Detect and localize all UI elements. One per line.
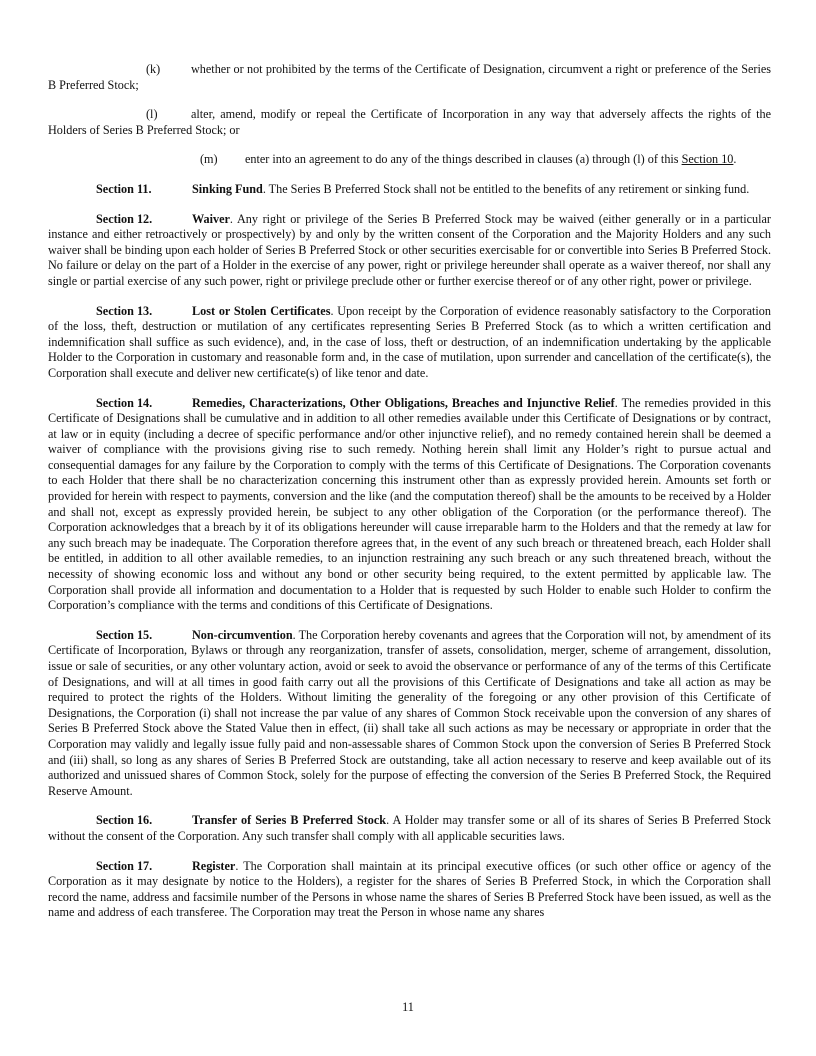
section-title: Non-circumvention [192, 627, 293, 642]
section-title: Register [192, 858, 236, 873]
section-reference-link: Section 10 [681, 152, 734, 167]
section-text: . The Series B Preferred Stock shall not be entitled to the benefits of any retirement or sinking fund. [262, 181, 750, 196]
page-number: 11 [402, 1000, 414, 1014]
clause-l [48, 107, 771, 138]
clause-number: (k) [146, 62, 161, 76]
clause-text-end: . [733, 152, 737, 167]
section-title: Remedies, Characterizations, Other Obligations, Breaches and Injunctive Relief [192, 395, 615, 410]
section-17 [48, 859, 771, 921]
clause-number: (m) [200, 152, 218, 167]
section-14 [48, 396, 771, 614]
clause-m [48, 152, 771, 168]
section-13 [48, 304, 771, 382]
section-number: Section 15. [96, 627, 153, 642]
clause-text: whether or not prohibited by the terms of the Certificate of Designation, circumvent a right or preference of the Series B Preferred Stock; [48, 62, 771, 92]
section-12 [48, 212, 771, 290]
section-15 [48, 628, 771, 800]
section-text: . The Corporation shall maintain at its principal executive offices (or such other office or agency of the Corporation as it may designate by notice to the Holders), a register for the shares of Series B Preferred Stock, in which the Corporation shall record the name, address and facsimile number of the Persons in whose name the shares of Series B Preferred Stock have been issued, as well as the name and address of each transferee. The Corporation may treat the Person in whose name any shares [48, 858, 771, 920]
clause-text: alter, amend, modify or repeal the Certificate of Incorporation in any way that adversely affects the rights of the Holders of Series B Preferred Stock; or [48, 107, 771, 137]
section-text: . Any right or privilege of the Series B Preferred Stock may be waived (either generally or in a particular instance and either retroactively or prospectively) by and only by the written consent of the Corporation and the Majority Holders and any such waiver shall be binding upon each holder of Series B Preferred Stock or other securities exercisable for or convertible into Series B Preferred Stock. No failure or delay on the part of a Holder in the exercise of any power, right or privilege hereunder shall operate as a waiver thereof, nor shall any single or partial exercise of any such power, right or privilege preclude other or further exercise thereof or of any other right, power or privilege. [48, 211, 771, 288]
document-page [48, 62, 771, 935]
section-number: Section 17. [96, 858, 153, 873]
section-title: Lost or Stolen Certificates [192, 303, 331, 318]
section-number: Section 11. [96, 181, 152, 196]
section-number: Section 12. [96, 211, 153, 226]
section-text: . Upon receipt by the Corporation of evidence reasonably satisfactory to the Corporation of the loss, theft, destruction or mutilation of any certificates representing Series B Preferred Stock (as to which a written certification and indemnification shall suffice as such evidence), and, in the case of loss, theft or destruction, of an indemnification undertaking by the applicable Holder to the Corporation in customary and reasonable form and, in the case of mutilation, upon surrender and cancellation of the certificate(s), the Corporation shall execute and deliver new certificate(s) of like tenor and date. [48, 303, 771, 380]
section-number: Section 16. [96, 813, 153, 828]
section-title: Transfer of Series B Preferred Stock [192, 813, 387, 828]
section-11 [48, 182, 771, 198]
section-title: Sinking Fund [192, 181, 263, 196]
section-title: Waiver [192, 211, 230, 226]
section-text: . A Holder may transfer some or all of its shares of Series B Preferred Stock without the consent of the Corporation. Any such transfer shall comply with all applicable securities laws. [48, 813, 771, 843]
clause-k [48, 62, 771, 93]
section-number: Section 14. [96, 395, 153, 410]
clause-number: (l) [146, 107, 158, 122]
section-number: Section 13. [96, 303, 153, 318]
section-text: . The Corporation hereby covenants and agrees that the Corporation will not, by amendment of its Certificate of Incorporation, Bylaws or through any reorganization, transfer of assets, consolidation, merger, scheme of arrangement, dissolution, issue or sale of securities, or any other voluntary action, avoid or seek to avoid the observance or performance of any of the terms of this Certificate of Designations, and will at all times in good faith carry out all the provisions of this Certificate of Designations and take all action as may be required to protect the rights of the Holders. Without limiting the generality of the foregoing or any other provision of this Certificate of Designations, the Corporation (i) shall not increase the par value of any shares of Common Stock receivable upon the conversion of any shares of Series B Preferred Stock above the Stated Value then in effect, (ii) shall take all such actions as may be necessary or appropriate in order that the Corporation may validly and legally issue fully paid and non-assessable shares of Common Stock upon the conversion of Series B Preferred Stock and (iii) shall, so long as any shares of Series B Preferred Stock are outstanding, take all action necessary to reserve and keep available out of its authorized and unissued shares of Common Stock, solely for the purpose of effecting the conversion of the Series B Preferred Stock, the Required Reserve Amount. [48, 627, 771, 798]
section-16 [48, 813, 771, 844]
section-text: . The remedies provided in this Certificate of Designations shall be cumulative and in addition to all other remedies available under this Certificate of Designations or by contract, at law or in equity (including a decree of specific performance and/or other injunctive relief), and no remedy contained herein shall be deemed a waiver of compliance with the provisions giving rise to such remedy. Nothing herein shall limit any Holder’s right to pursue actual and consequential damages for any failure by the Corporation to comply with the terms of this Certificate of Designations. The Corporation covenants to each Holder that there shall be no characterization concerning this instrument other than as expressly provided herein. Amounts set forth or provided for herein with respect to payments, conversion and the like (and the computation thereof) shall be the amounts to be received by a Holder and shall not, except as expressly provided herein, be subject to any other obligation of the Corporation (or the performance thereof). The Corporation acknowledges that a breach by it of its obligations hereunder will cause irreparable harm to the Holders and that the remedy at law for any such breach may be inadequate. The Corporation therefore agrees that, in the event of any such breach or threatened breach, each Holder shall be entitled, in addition to all other available remedies, to an injunction restraining any such breach or any such threatened breach, without the necessity of showing economic loss and without any bond or other security being required, to the extent permitted by applicable law. The Corporation shall provide all information and documentation to a Holder that is requested by such Holder to enable such Holder to confirm the Corporation’s compliance with the terms and conditions of this Certificate of Designations. [48, 395, 771, 613]
clause-text: enter into an agreement to do any of the things described in clauses (a) through (l) of this [245, 152, 682, 167]
